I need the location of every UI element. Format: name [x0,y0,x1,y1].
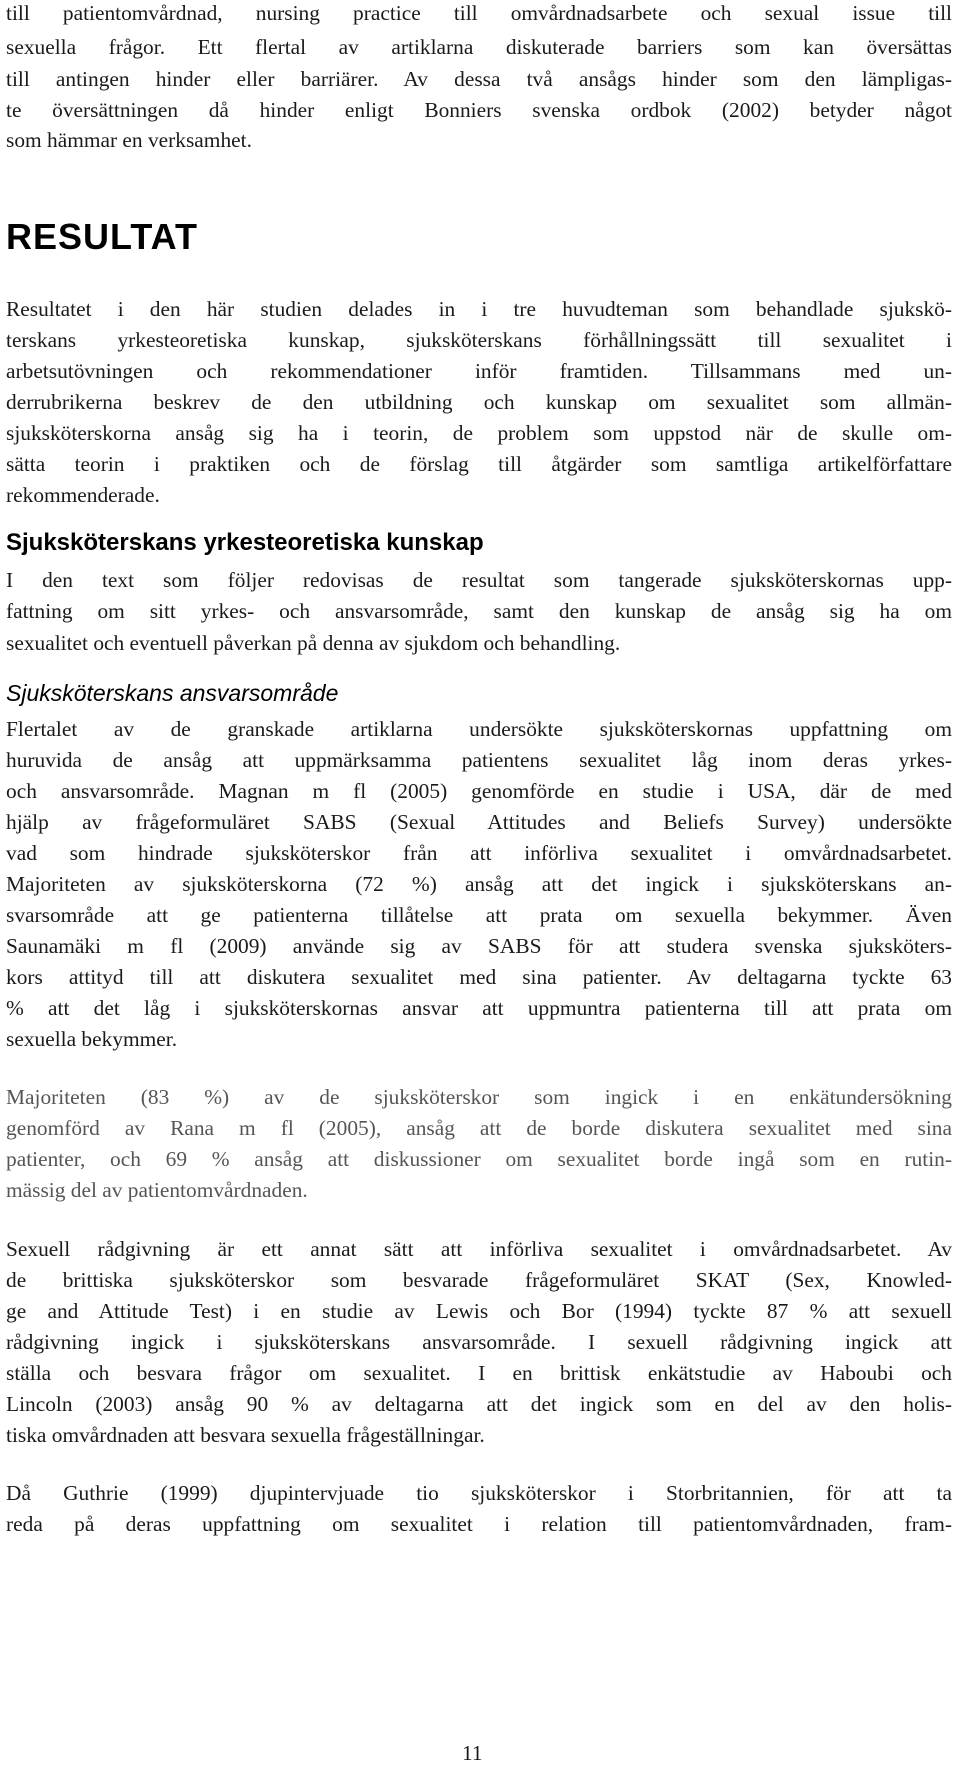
text-line: hjälp av frågeformuläret SABS (Sexual Attitudes and Beliefs Survey) undersökte [6,810,952,834]
text-line: de brittiska sjuksköterskor som besvarade frågeformuläret SKAT (Sex, Knowled- [6,1268,952,1292]
text-line: vad som hindrade sjuksköterskor från att införliva sexualitet i omvårdnadsarbetet. [6,841,952,865]
text-line: sätta teorin i praktiken och de förslag till åtgärder som samtliga artikelförfattare [6,452,952,476]
text-line: sjuksköterskorna ansåg sig ha i teorin, de problem som uppstod när de skulle om- [6,421,952,445]
text-line: ställa och besvara frågor om sexualitet. I en brittisk enkätstudie av Haboubi och [6,1361,952,1385]
text-line: Då Guthrie (1999) djupintervjuade tio sjuksköterskor i Storbritannien, för att ta [6,1481,952,1505]
text-line: rådgivning ingick i sjuksköterskans ansvarsområde. I sexuell rådgivning ingick att [6,1330,952,1354]
text-line: Majoriteten av sjuksköterskorna (72 %) ansåg att det ingick i sjuksköterskans an- [6,872,952,896]
text-line: Flertalet av de granskade artiklarna undersökte sjuksköterskornas uppfattning om [6,717,952,741]
subsubsection-heading: Sjuksköterskans ansvarsområde [6,680,339,706]
section-heading-resultat: RESULTAT [6,216,198,257]
text-line: tiska omvårdnaden att besvara sexuella frågeställningar. [6,1423,485,1447]
text-line: Lincoln (2003) ansåg 90 % av deltagarna att det ingick som en del av den holis- [6,1392,952,1416]
text-line: till antingen hinder eller barriärer. Av dessa två ansågs hinder som den lämpligas- [6,67,952,91]
text-line: Saunamäki m fl (2009) använde sig av SABS för att studera svenska sjuksköters- [6,934,952,958]
text-line: och ansvarsområde. Magnan m fl (2005) genomförde en studie i USA, där de med [6,779,952,803]
page-number: 11 [462,1741,483,1765]
text-line: sexuella bekymmer. [6,1027,178,1051]
text-line: rekommenderade. [6,483,160,507]
text-line: I den text som följer redovisas de resultat som tangerade sjuksköterskornas upp- [6,568,952,592]
text-line: fattning om sitt yrkes- och ansvarsområde, samt den kunskap de ansåg sig ha om [6,599,952,623]
text-line: arbetsutövningen och rekommendationer inför framtiden. Tillsammans med un- [6,359,952,383]
text-line: terskans yrkesteoretiska kunskap, sjuksköterskans förhållningssätt till sexualitet i [6,328,952,352]
text-line: Sexuell rådgivning är ett annat sätt att införliva sexualitet i omvårdnadsarbetet. Av [6,1237,952,1261]
text-line: reda på deras uppfattning om sexualitet i relation till patientomvårdnaden, fram- [6,1512,952,1536]
text-line: derrubrikerna beskrev de den utbildning och kunskap om sexualitet som allmän- [6,390,952,414]
text-line: sexuella frågor. Ett flertal av artiklarna diskuterade barriers som kan översättas [6,35,952,59]
text-line: Majoriteten (83 %) av de sjuksköterskor som ingick i en enkätundersökning [6,1085,952,1109]
text-line: ge and Attitude Test) i en studie av Lewis och Bor (1994) tyckte 87 % att sexuell [6,1299,952,1323]
text-line: patienter, och 69 % ansåg att diskussioner om sexualitet borde ingå som en rutin- [6,1147,952,1171]
text-line: till patientomvårdnad, nursing practice till omvårdnadsarbete och sexual issue till [6,1,952,25]
text-line: kors attityd till att diskutera sexualitet med sina patienter. Av deltagarna tyckte 63 [6,965,952,989]
text-line: te översättningen då hinder enligt Bonniers svenska ordbok (2002) betyder något [6,98,952,122]
text-line: mässig del av patientomvårdnaden. [6,1178,308,1202]
text-line: Resultatet i den här studien delades in i tre huvudteman som behandlade sjukskö- [6,297,952,321]
text-line: som hämmar en verksamhet. [6,128,252,152]
subsection-heading: Sjuksköterskans yrkesteoretiska kunskap [6,529,484,556]
text-line: sexualitet och eventuell påverkan på denna av sjukdom och behandling. [6,631,621,655]
text-line: huruvida de ansåg att uppmärksamma patientens sexualitet låg inom deras yrkes- [6,748,952,772]
text-line: svarsområde att ge patienterna tillåtelse att prata om sexuella bekymmer. Även [6,903,952,927]
text-line: % att det låg i sjuksköterskornas ansvar att uppmuntra patienterna till att prata om [6,996,952,1020]
text-line: genomförd av Rana m fl (2005), ansåg att de borde diskutera sexualitet med sina [6,1116,952,1140]
